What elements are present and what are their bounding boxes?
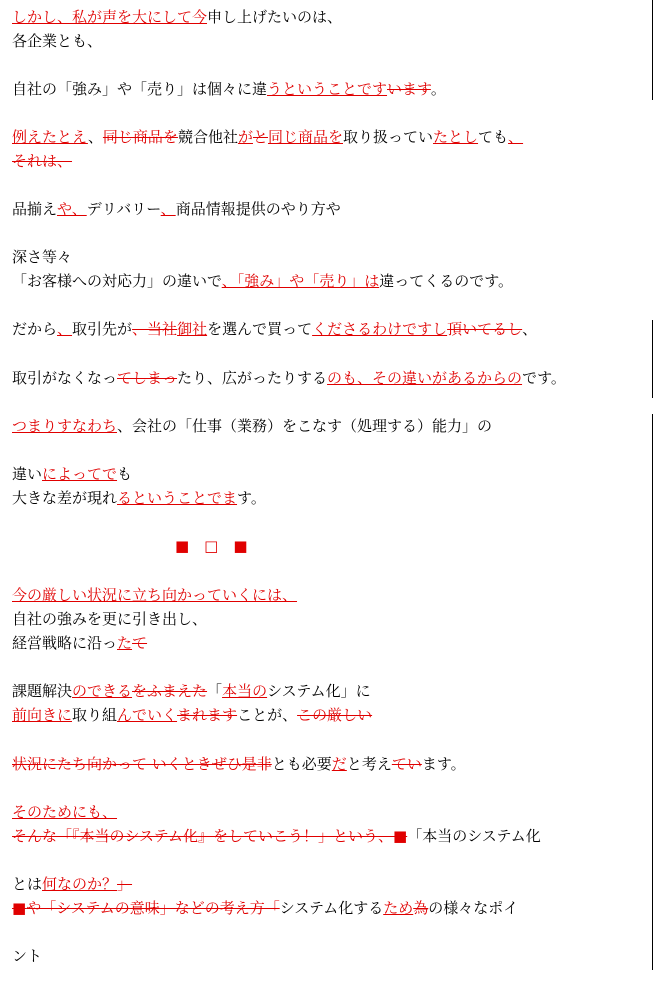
text-run: ント	[12, 947, 43, 965]
inserted-text: るということでま	[117, 489, 238, 507]
inserted-text: 、	[508, 128, 524, 146]
text-line	[12, 464, 648, 484]
text-run: 取り扱ってい	[343, 128, 434, 146]
text-run: 違ってくるのです。	[379, 272, 514, 290]
inserted-text: 同じ商品を	[267, 128, 343, 146]
deleted-text: や「システムの意味」などの考え方「	[26, 899, 280, 917]
inserted-text: ため	[383, 899, 414, 917]
text-run: 「お客様への対応力」の違いで	[12, 272, 222, 290]
inserted-text: 御社	[177, 320, 208, 338]
inserted-text: んでいく	[117, 706, 178, 724]
text-run: 課題解決	[12, 682, 73, 700]
text-line	[12, 585, 648, 605]
text-run: 申し上げたいのは、	[207, 8, 343, 26]
inserted-text: しかし、私が声を大にして今	[12, 8, 208, 26]
text-run: 大きな差が現れ	[12, 489, 118, 507]
text-run: す。	[237, 489, 266, 507]
text-line	[12, 319, 648, 339]
inserted-text: によってで	[42, 465, 118, 483]
inserted-text: だ	[331, 755, 347, 773]
deleted-text: てしまっ	[117, 369, 178, 387]
text-line	[12, 31, 648, 51]
text-run: と考え	[346, 755, 392, 773]
deleted-text: 」	[117, 875, 133, 893]
inserted-text: くださるわけですし	[312, 320, 448, 338]
inserted-text: 何なのか？	[42, 875, 118, 893]
deleted-text: 為	[413, 899, 429, 917]
deleted-text: この厳しい	[297, 706, 373, 724]
inserted-text: つまりすなわち	[12, 417, 118, 435]
deleted-text: まれます	[177, 706, 238, 724]
text-line	[12, 754, 648, 774]
inserted-text: のも、その違いがあるからの	[327, 369, 523, 387]
inserted-text: が	[237, 128, 253, 146]
deleted-text: います	[387, 80, 431, 98]
text-line	[12, 368, 648, 388]
deleted-text: それは、	[12, 152, 73, 170]
text-run: 自社の強みを更に引き出し、	[12, 610, 208, 628]
text-line	[12, 79, 648, 99]
inserted-text: や、	[57, 200, 87, 218]
text-line	[12, 705, 648, 725]
text-line	[12, 199, 648, 219]
text-run: 、会社の「仕事（業務）をこなす（処理する）能力」の	[117, 417, 493, 435]
text-run: 競合他社	[177, 128, 238, 146]
text-line	[12, 247, 648, 267]
text-run: 取引がなくなっ	[12, 369, 118, 387]
text-run: 深さ等々	[12, 248, 73, 266]
text-run: とも必要	[271, 755, 332, 773]
text-line	[12, 416, 648, 436]
text-run: デリバリー	[86, 200, 161, 218]
text-line	[12, 7, 648, 27]
inserted-text: 、	[160, 200, 176, 218]
deleted-text: 同じ商品を	[102, 128, 178, 146]
deleted-text: と	[252, 128, 268, 146]
inserted-text: 前向きに	[12, 706, 73, 724]
text-run: 自社の「強み」や「売り」は個々に違	[12, 80, 268, 98]
text-run: 取り組	[72, 706, 118, 724]
inserted-text: うということです	[267, 80, 388, 98]
text-run: ても	[478, 128, 509, 146]
text-line	[12, 271, 648, 291]
deleted-text: そんな「『本当のシステム化』をしていこう！」という、■	[12, 827, 408, 845]
text-line	[12, 633, 648, 653]
change-bar	[652, 414, 653, 970]
inserted-text: 、	[57, 320, 73, 338]
text-line	[12, 681, 648, 701]
text-run: ことが、	[237, 706, 298, 724]
deleted-text: 、当社	[132, 320, 178, 338]
text-line	[12, 802, 648, 822]
text-run: ます。	[421, 755, 466, 773]
inserted-text: 、「強み」や「売り」は	[221, 272, 380, 290]
text-run: 経営戦略に沿っ	[12, 634, 118, 652]
deleted-text: をふまえた	[132, 682, 208, 700]
text-run: システム化する	[279, 899, 384, 917]
text-run: だから	[12, 320, 58, 338]
deleted-text: てい	[391, 755, 422, 773]
text-run: システム化」に	[267, 682, 371, 700]
change-bar	[652, 320, 653, 398]
text-run: 「本当のシステム化	[407, 827, 541, 845]
text-run: 品揃え	[12, 200, 58, 218]
inserted-text: 本当の	[222, 682, 268, 700]
section-marker: ■ □ ■	[175, 537, 248, 555]
text-line	[12, 609, 648, 629]
text-line	[12, 898, 648, 918]
text-run: 。	[430, 80, 446, 98]
text-run: も	[117, 465, 133, 483]
inserted-text: た	[117, 634, 133, 652]
text-run: 各企業とも、	[12, 32, 103, 50]
text-line	[12, 826, 648, 846]
inserted-text: 例えたとえ	[12, 128, 88, 146]
deleted-text: 頂いてるし	[447, 320, 523, 338]
text-run: 「	[207, 682, 223, 700]
text-line	[12, 488, 648, 508]
text-run: 違い	[12, 465, 43, 483]
deleted-text: て	[132, 634, 148, 652]
text-line	[12, 151, 648, 171]
change-bar	[652, 0, 653, 100]
inserted-text: のできる	[72, 682, 133, 700]
deleted-text: 状況にたち向かって いくときぜひ是非	[12, 755, 272, 773]
text-line	[12, 946, 648, 966]
text-run: 、	[522, 320, 538, 338]
inserted-text: 今の厳しい状況に立ち向かっていくには、	[12, 586, 298, 604]
deleted-text: ■	[12, 899, 27, 917]
text-run: 、	[87, 128, 103, 146]
text-line	[175, 536, 660, 556]
text-run: とは	[12, 875, 43, 893]
inserted-text: そのためにも、	[12, 803, 118, 821]
text-run: の様々なポイ	[428, 899, 519, 917]
text-line	[12, 127, 648, 147]
text-run: を選んで買って	[207, 320, 313, 338]
text-run: 商品情報提供のやり方や	[175, 200, 341, 218]
text-run: 取引先が	[72, 320, 133, 338]
text-run: です。	[522, 369, 566, 387]
inserted-text: たとし	[433, 128, 479, 146]
text-line	[12, 874, 648, 894]
text-run: たり、広がったりする	[177, 369, 328, 387]
